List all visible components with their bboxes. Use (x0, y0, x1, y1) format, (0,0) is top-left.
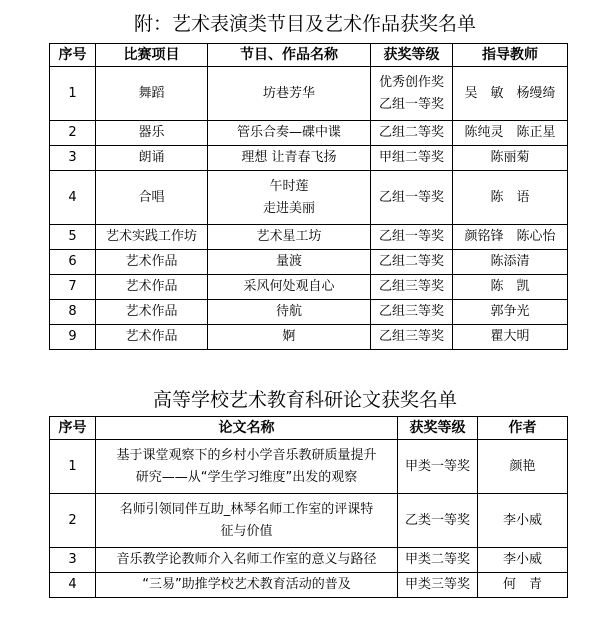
row-number: 2 (50, 121, 96, 146)
award-cell: 甲类一等奖 (398, 440, 478, 494)
table-row (50, 325, 568, 350)
work-title-cell-line: 午时莲 (269, 178, 309, 194)
work-title-cell (208, 121, 371, 146)
header-paper-title: 论文名称 (96, 417, 398, 440)
work-title-cell-line: 走进美丽 (262, 200, 315, 216)
work-title-cell-line: 待航 (275, 304, 302, 319)
award-cell: 乙类一等奖 (398, 494, 478, 548)
header-author: 作者 (478, 417, 568, 440)
table-row (50, 440, 568, 494)
table-row (50, 250, 568, 275)
teacher-cell: 吴 敏 杨缦绮 (453, 67, 568, 121)
table-row (50, 494, 568, 548)
award-cell-line: 乙组二等奖 (378, 125, 444, 140)
header-no: 序号 (50, 44, 96, 67)
award-cell-line: 乙组三等奖 (378, 279, 444, 294)
header-award: 获奖等级 (371, 44, 453, 67)
paper-title-cell (96, 440, 398, 494)
work-title-cell-line: 坊巷芳华 (262, 85, 315, 101)
row-number: 9 (50, 325, 96, 350)
teacher-cell: 瞿大明 (453, 325, 568, 350)
row-number: 1 (50, 440, 96, 494)
category-cell: 舞蹈 (96, 67, 208, 121)
table-row (50, 121, 568, 146)
row-number: 3 (50, 146, 96, 171)
award-cell-line: 乙组一等奖 (378, 229, 444, 244)
teacher-cell: 陈纯灵 陈正星 (453, 121, 568, 146)
header-teacher: 指导教师 (453, 44, 568, 67)
award-cell (371, 171, 453, 225)
work-title-cell (208, 67, 371, 121)
work-title-cell-line: 理想 让青春飞扬 (241, 150, 337, 165)
award-cell: 甲类三等奖 (398, 573, 478, 598)
award-cell-line: 甲组二等奖 (378, 150, 444, 165)
table-row (50, 300, 568, 325)
table-row (50, 146, 568, 171)
category-cell: 艺术作品 (96, 300, 208, 325)
award-cell (371, 67, 453, 121)
paper-title-cell-line: 征与价值 (220, 523, 273, 539)
teacher-cell: 陈 语 (453, 171, 568, 225)
award-cell (371, 275, 453, 300)
author-cell: 李小威 (478, 494, 568, 548)
art-awards-table (49, 43, 568, 350)
row-number: 6 (50, 250, 96, 275)
row-number: 7 (50, 275, 96, 300)
award-cell-line: 优秀创作奖 (378, 74, 444, 90)
work-title-cell-line: 婀 (282, 329, 296, 344)
table-row (50, 573, 568, 598)
award-cell-line: 乙组一等奖 (378, 96, 444, 112)
work-title-cell-line: 艺术星工坊 (256, 229, 322, 244)
award-cell-line: 乙组一等奖 (378, 189, 444, 205)
award-cell: 甲类二等奖 (398, 548, 478, 573)
award-cell (371, 325, 453, 350)
work-title-cell (208, 171, 371, 225)
row-number: 1 (50, 67, 96, 121)
category-cell: 艺术作品 (96, 275, 208, 300)
paper-title-cell-line: 音乐教学论教师介入名师工作室的意义与路径 (116, 552, 377, 567)
header-no: 序号 (50, 417, 96, 440)
row-number: 4 (50, 171, 96, 225)
row-number: 5 (50, 225, 96, 250)
award-cell (371, 225, 453, 250)
teacher-cell: 陈添清 (453, 250, 568, 275)
paper-title-cell-line: 研究——从“学生学习维度”出发的观察 (135, 469, 358, 485)
table-row (50, 275, 568, 300)
teacher-cell: 陈丽菊 (453, 146, 568, 171)
award-cell-line: 乙组三等奖 (378, 304, 444, 319)
award-cell (371, 121, 453, 146)
author-cell: 颜艳 (478, 440, 568, 494)
work-title-cell-line: 量渡 (275, 254, 302, 269)
work-title-cell (208, 146, 371, 171)
category-cell: 合唱 (96, 171, 208, 225)
paper-title-cell (96, 494, 398, 548)
award-cell (371, 250, 453, 275)
teacher-cell: 陈 凯 (453, 275, 568, 300)
table-row (50, 67, 568, 121)
award-cell (371, 146, 453, 171)
table-row (50, 225, 568, 250)
paper-title-cell (96, 548, 398, 573)
author-cell: 李小威 (478, 548, 568, 573)
header-category: 比赛项目 (96, 44, 208, 67)
paper-title-cell-line: 名师引领同伴互助_林琴名师工作室的评课特 (119, 501, 374, 517)
header-work: 节目、作品名称 (208, 44, 371, 67)
row-number: 4 (50, 573, 96, 598)
paper-title-cell (96, 573, 398, 598)
category-cell: 艺术实践工作坊 (96, 225, 208, 250)
category-cell: 朗诵 (96, 146, 208, 171)
table-header-row (50, 417, 568, 440)
teacher-cell: 郭争光 (453, 300, 568, 325)
work-title-cell-line: 采风何处观自心 (243, 279, 335, 294)
category-cell: 艺术作品 (96, 325, 208, 350)
row-number: 2 (50, 494, 96, 548)
author-cell: 何 青 (478, 573, 568, 598)
table-row (50, 171, 568, 225)
work-title-cell (208, 300, 371, 325)
table-row (50, 548, 568, 573)
work-title-cell (208, 250, 371, 275)
teacher-cell: 颜铭锋 陈心怡 (453, 225, 568, 250)
table-header-row (50, 44, 568, 67)
work-title-cell-line: 管乐合奏—碟中谍 (236, 125, 341, 140)
work-title-cell (208, 225, 371, 250)
header-award: 获奖等级 (398, 417, 478, 440)
work-title-cell (208, 325, 371, 350)
paper-awards-table (49, 416, 568, 598)
category-cell: 艺术作品 (96, 250, 208, 275)
category-cell: 器乐 (96, 121, 208, 146)
work-title-cell (208, 275, 371, 300)
section2-title: 高等学校艺术教育科研论文获奖名单 (152, 389, 457, 411)
paper-title-cell-line: 基于课堂观察下的乡村小学音乐教研质量提升 (116, 447, 377, 463)
row-number: 3 (50, 548, 96, 573)
award-cell-line: 乙组二等奖 (378, 254, 444, 269)
section1-title: 附：艺术表演类节目及艺术作品获奖名单 (133, 13, 476, 35)
award-cell-line: 乙组三等奖 (378, 329, 444, 344)
row-number: 8 (50, 300, 96, 325)
award-cell (371, 300, 453, 325)
paper-title-cell-line: “三易”助推学校艺术教育活动的普及 (142, 577, 351, 592)
